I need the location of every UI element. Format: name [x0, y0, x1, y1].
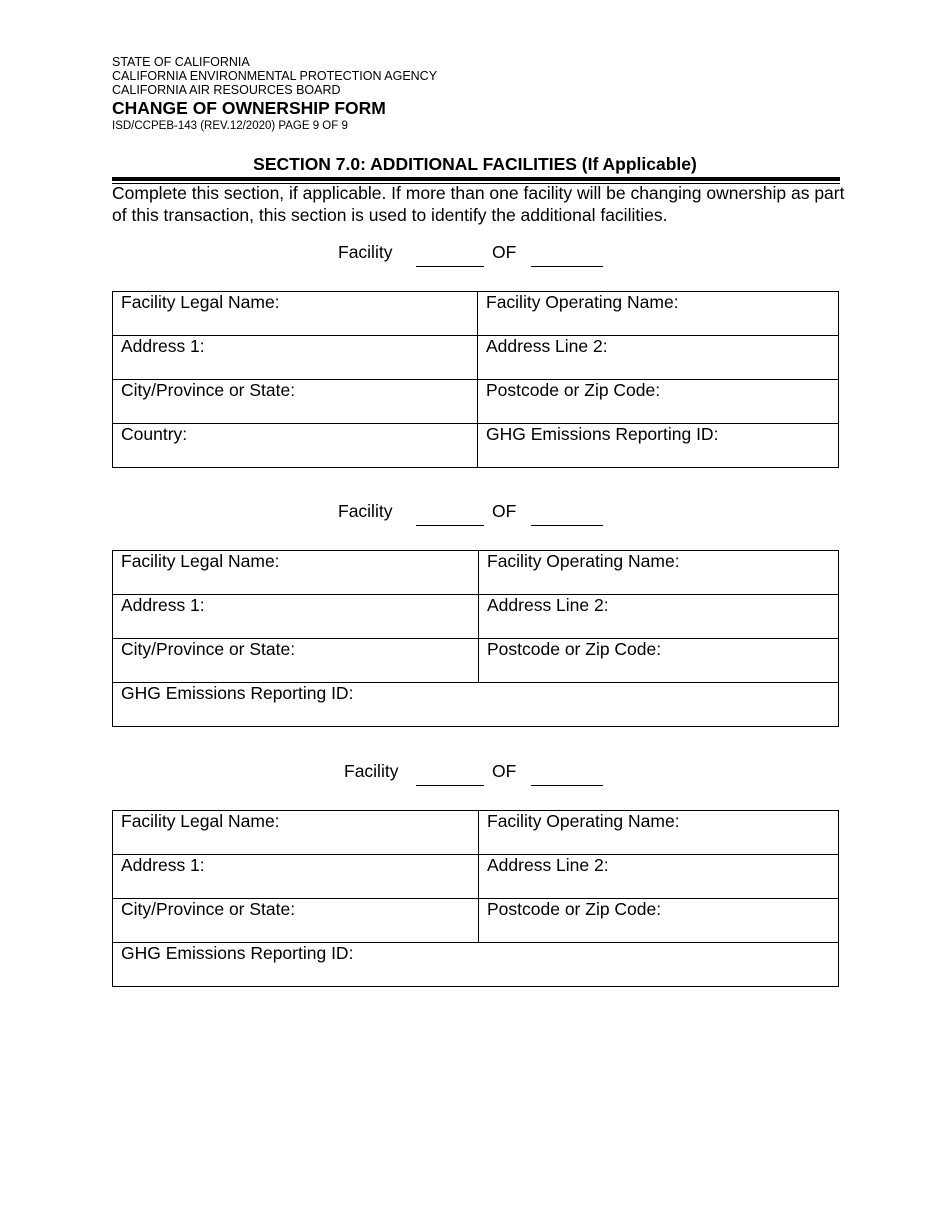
field-label: City/Province or State:: [121, 380, 296, 400]
field-label: Address 1:: [121, 855, 205, 875]
city-field[interactable]: [113, 899, 479, 943]
field-label: Address 1:: [121, 595, 205, 615]
facility-operating-name-field[interactable]: [479, 811, 839, 855]
facility-number-blank[interactable]: [416, 785, 484, 786]
country-field[interactable]: [113, 424, 478, 468]
table-row: [113, 424, 839, 468]
form-header: [112, 55, 437, 133]
facility-operating-name-field[interactable]: [479, 551, 839, 595]
field-label: Address Line 2:: [487, 595, 609, 615]
field-label: Facility Legal Name:: [121, 551, 280, 571]
table-row: [113, 943, 839, 987]
field-label: Facility Legal Name:: [121, 292, 280, 312]
field-label: Facility Operating Name:: [487, 551, 680, 571]
form-id: ISD/CCPEB-143 (REV.12/2020) PAGE 9 OF 9: [112, 120, 348, 132]
field-label: Facility Operating Name:: [486, 292, 679, 312]
of-label: OF: [492, 761, 517, 781]
agency-line-calepa: CALIFORNIA ENVIRONMENTAL PROTECTION AGENCY: [112, 69, 438, 83]
facility-label: Facility: [344, 761, 399, 781]
agency-line-state: STATE OF CALIFORNIA: [112, 55, 250, 69]
table-row: [113, 639, 839, 683]
facility-counter-3: [0, 761, 950, 791]
table-row: [113, 551, 839, 595]
section-title: SECTION 7.0: ADDITIONAL FACILITIES (If Applicable): [253, 154, 697, 174]
field-label: Postcode or Zip Code:: [486, 380, 661, 400]
address1-field[interactable]: [113, 595, 479, 639]
section-intro: Complete this section, if applicable. If more than one facility will be changing ownership as part of this transaction, this section is used to identify the additional facilities.: [112, 183, 845, 225]
field-label: Address Line 2:: [486, 336, 608, 356]
postcode-field[interactable]: [478, 380, 839, 424]
postcode-field[interactable]: [479, 639, 839, 683]
facility-label: Facility: [338, 242, 393, 262]
field-label: Postcode or Zip Code:: [487, 639, 662, 659]
table-row: [113, 595, 839, 639]
facility-table-3: [112, 810, 839, 987]
field-label: Facility Operating Name:: [487, 811, 680, 831]
table-row: [113, 855, 839, 899]
facility-legal-name-field[interactable]: [113, 811, 479, 855]
field-label: GHG Emissions Reporting ID:: [121, 683, 354, 703]
field-label: GHG Emissions Reporting ID:: [486, 424, 719, 444]
field-label: GHG Emissions Reporting ID:: [121, 943, 354, 963]
facility-number-blank[interactable]: [416, 525, 484, 526]
agency-line-carb: CALIFORNIA AIR RESOURCES BOARD: [112, 83, 341, 97]
ghg-id-field[interactable]: [113, 943, 839, 987]
table-row: [113, 336, 839, 380]
facility-table-1: [112, 291, 839, 468]
field-label: City/Province or State:: [121, 899, 296, 919]
field-label: Country:: [121, 424, 188, 444]
of-label: OF: [492, 242, 517, 262]
facility-table-2: [112, 550, 839, 727]
of-label: OF: [492, 501, 517, 521]
address1-field[interactable]: [113, 855, 479, 899]
facility-counter-2: [0, 501, 950, 531]
address2-field[interactable]: [479, 855, 839, 899]
section-divider-thick: [112, 177, 840, 181]
ghg-id-field[interactable]: [478, 424, 839, 468]
field-label: Facility Legal Name:: [121, 811, 280, 831]
facility-total-blank[interactable]: [531, 785, 603, 786]
facility-number-blank[interactable]: [416, 266, 484, 267]
ghg-id-field[interactable]: [113, 683, 839, 727]
table-row: [113, 683, 839, 727]
address2-field[interactable]: [479, 595, 839, 639]
facility-label: Facility: [338, 501, 393, 521]
address1-field[interactable]: [113, 336, 478, 380]
facility-legal-name-field[interactable]: [113, 551, 479, 595]
postcode-field[interactable]: [479, 899, 839, 943]
table-row: [113, 899, 839, 943]
facility-total-blank[interactable]: [531, 525, 603, 526]
field-label: Address Line 2:: [487, 855, 609, 875]
city-field[interactable]: [113, 380, 478, 424]
facility-total-blank[interactable]: [531, 266, 603, 267]
city-field[interactable]: [113, 639, 479, 683]
table-row: [113, 292, 839, 336]
field-label: Postcode or Zip Code:: [487, 899, 662, 919]
field-label: Address 1:: [121, 336, 205, 356]
facility-counter-1: [0, 242, 950, 272]
facility-operating-name-field[interactable]: [478, 292, 839, 336]
facility-legal-name-field[interactable]: [113, 292, 478, 336]
table-row: [113, 380, 839, 424]
address2-field[interactable]: [478, 336, 839, 380]
table-row: [113, 811, 839, 855]
form-title: CHANGE OF OWNERSHIP FORM: [112, 98, 386, 118]
field-label: City/Province or State:: [121, 639, 296, 659]
